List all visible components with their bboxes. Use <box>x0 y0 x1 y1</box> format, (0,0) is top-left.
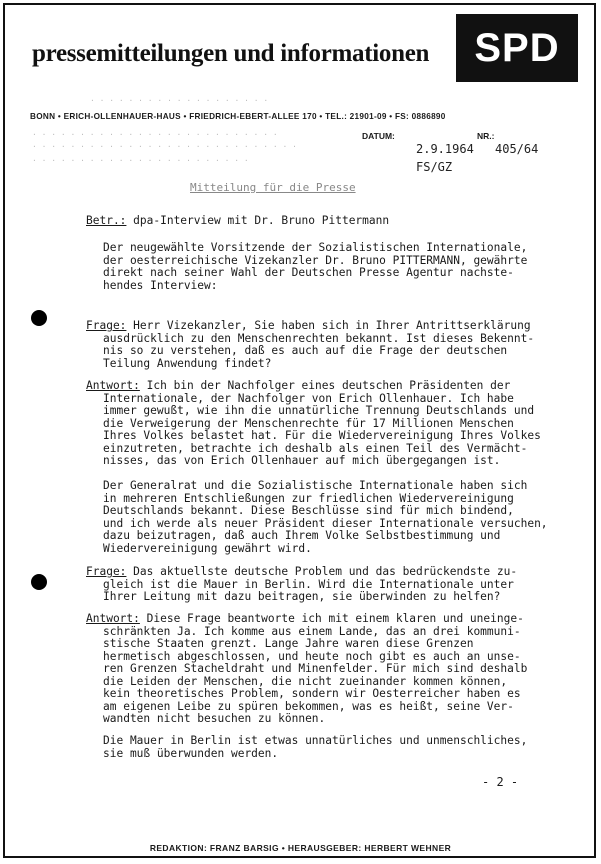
answer-2-first-line <box>86 613 524 626</box>
text-line: Ich bin der Nachfolger eines deutschen Präsidenten der <box>139 379 511 392</box>
text-line: Der neugewählte Vorsitzende der Sozialistischen Internationale, <box>103 241 528 254</box>
text-line: Diese Frage beantworte ich mit einem klaren und uneinge- <box>139 612 524 625</box>
answer-label: Antwort: <box>86 379 140 392</box>
text-line: stische Staaten grenzt. Lange Jahre waren diese Grenzen <box>103 637 474 650</box>
subject-line <box>86 215 389 228</box>
press-slug: Mitteilung für die Presse <box>190 181 356 194</box>
text-line: kein theoretisches Problem, sondern wir Oesterreicher haben es <box>103 687 521 700</box>
spd-logo: SPD <box>456 14 578 82</box>
answer-1-continuation <box>103 393 541 468</box>
text-line: sie muß überwunden werden. <box>103 746 279 760</box>
punch-hole-top <box>31 310 47 326</box>
answer-1-paragraph-2 <box>103 480 548 555</box>
ghost-text-decoration: · · · · · · · · · · · · · · · · · · · · · · · · · · · · <box>32 142 297 151</box>
address-line: BONN • ERICH-OLLENHAUER-HAUS • FRIEDRICH-EBERT-ALLEE 170 • TEL.: 21901-09 • FS: 0886890 <box>30 112 446 121</box>
text-line: schränkten Ja. Ich komme aus einem Lande, das an drei kommuni- <box>103 624 521 638</box>
answer-1-first-line <box>86 380 510 393</box>
text-line: Teilung Anwendung findet? <box>103 356 272 370</box>
text-line: dazu beizutragen, daß auch Ihrem Volke Selbstbestimmung und <box>103 529 501 542</box>
text-line: einzutreten, betrachte ich deshalb als einen Teil des Vermächt- <box>103 441 528 455</box>
ghost-text-decoration: · · · · · · · · · · · · · · · · · · · <box>90 96 269 105</box>
date-value: 2.9.1964 <box>416 142 474 156</box>
text-line: ausdrücklich zu den Menschenrechten bekannt. Ist dieses Bekennt- <box>103 331 535 345</box>
text-line: gleich ist die Mauer in Berlin. Wird die Internationale unter <box>103 577 514 591</box>
answer-2-continuation <box>103 626 527 726</box>
ghost-text-decoration: · · · · · · · · · · · · · · · · · · · · · · · <box>32 156 249 165</box>
text-line: am eigenen Leibe zu spüren bekommen, was es heißt, seine Ver- <box>103 699 514 713</box>
text-line: Das aktuellste deutsche Problem und das bedrückendste zu- <box>126 565 518 578</box>
text-line: die Leiden der Menschen, die nicht zueinander kommen können, <box>103 674 508 688</box>
question-2-continuation <box>103 579 514 604</box>
footer-credits: REDAKTION: FRANZ BARSIG • HERAUSGEBER: HERBERT WEHNER <box>149 843 452 853</box>
text-line: hermetisch abgeschlossen, und heute noch gibt es auch an unse- <box>103 649 521 663</box>
question-label: Frage: <box>86 565 127 578</box>
ghost-text-decoration: · · · · · · · · · · · · · · · · · · · · · · · · · · <box>32 130 278 139</box>
initials: FS/GZ <box>416 160 453 174</box>
text-line: Internationale, der Nachfolger von Erich Ollenhauer. Ich habe <box>103 391 514 405</box>
punch-hole-bottom <box>31 574 47 590</box>
text-line: Deutschlands bekannt. Diese Beschlüsse sind für mich bindend, <box>103 504 514 517</box>
answer-2-paragraph-2 <box>103 735 527 760</box>
question-label: Frage: <box>86 319 127 332</box>
number-value: 405/64 <box>495 142 539 156</box>
text-line: ren Grenzen Stacheldraht und Minenfelder. Für mich sind deshalb <box>103 662 528 675</box>
text-line: nis so zu verstehen, daß es auch auf die Frage der deutschen <box>103 344 508 357</box>
text-line: Die Mauer in Berlin ist etwas unnatürliches und unmenschliches, <box>103 734 528 747</box>
question-2-first-line <box>86 566 517 579</box>
masthead-title: pressemitteilungen und informationen <box>32 40 430 67</box>
text-line: immer gewußt, wie ihn die unnatürliche Trennung Deutschlands und <box>103 404 535 417</box>
question-1-first-line <box>86 320 531 333</box>
intro-paragraph <box>103 242 527 292</box>
text-line: nisses, das von Erich Ollenhauer auf mich übergegangen ist. <box>103 454 501 467</box>
text-line: die Verweigerung der Menschenrechte für 17 Millionen Menschen <box>103 416 514 430</box>
page-number: - 2 - <box>482 775 519 789</box>
text-line: und ich werde als neuer Präsident dieser Internationale versuchen, <box>103 516 548 530</box>
text-line: Ihrer Leitung mit dazu beitragen, sie überwinden zu helfen? <box>103 590 501 603</box>
text-line: hendes Interview: <box>103 278 218 292</box>
number-label: NR.: <box>477 131 495 141</box>
answer-label: Antwort: <box>86 612 140 625</box>
subject-label: Betr.: <box>86 214 127 227</box>
text-line: der oesterreichische Vizekanzler Dr. Bruno PITTERMANN, gewährte <box>103 253 528 267</box>
text-line: in mehreren Entschließungen zur friedlichen Wiedervereinigung <box>103 491 514 505</box>
text-line: wandten nicht besuchen zu können. <box>103 712 326 725</box>
date-label: DATUM: <box>362 131 395 141</box>
text-line: Herr Vizekanzler, Sie haben sich in Ihrer Antrittserklärung <box>126 319 531 332</box>
text-line: Wiedervereinigung gewährt wird. <box>103 541 312 555</box>
text-line: Der Generalrat und die Sozialistische Internationale haben sich <box>103 479 528 492</box>
text-line: direkt nach seiner Wahl der Deutschen Presse Agentur nachste- <box>103 266 514 279</box>
question-1-continuation <box>103 333 534 371</box>
subject-text: dpa-Interview mit Dr. Bruno Pittermann <box>126 214 390 227</box>
text-line: Ihres Volkes belastet hat. Für die Wiedervereinigung Ihres Volkes <box>103 429 541 442</box>
